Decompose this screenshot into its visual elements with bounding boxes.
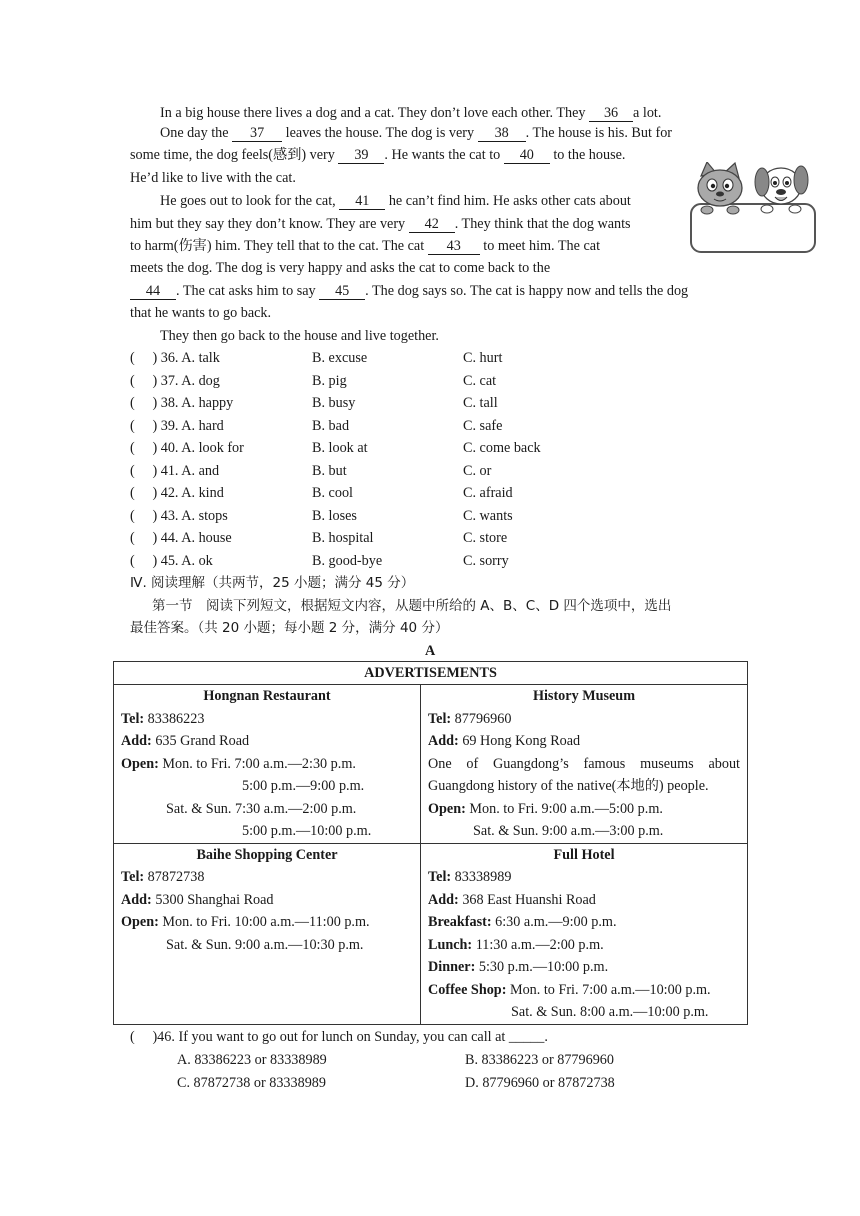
- ad-open: Sat. & Sun. 9:00 a.m.—3:00 p.m.: [473, 823, 664, 839]
- ad-address: [121, 889, 413, 912]
- value: 83338989: [451, 869, 512, 885]
- section-instructions: 最佳答案。（共 20 小题；每小题 2 分，满分 40 分）: [130, 620, 449, 636]
- question-46-option-a: A. 83386223 or 83338989: [177, 1052, 327, 1068]
- value: 6:30 a.m.—9:00 p.m.: [491, 914, 617, 930]
- passage-text: to the house.: [549, 147, 626, 163]
- option-c: C. or: [463, 463, 492, 479]
- value: Mon. to Fri. 7:00 a.m.—10:00 p.m.: [506, 981, 711, 998]
- option-a: ( ) 43. A. stops: [130, 508, 228, 524]
- blank-37: 37: [232, 125, 282, 142]
- label: Add:: [428, 733, 459, 749]
- baihe-shopping-center-cell: [114, 843, 421, 1024]
- option-b: B. pig: [312, 373, 347, 389]
- question-46-option-b: B. 83386223 or 87796960: [465, 1052, 614, 1068]
- option-a: ( ) 42. A. kind: [130, 485, 224, 501]
- label: Coffee Shop:: [428, 981, 507, 998]
- value: 87872738: [144, 869, 205, 885]
- advertisements-table: [113, 661, 748, 1025]
- passage-text: One day the: [160, 125, 233, 141]
- value: Mon. to Fri. 9:00 a.m.—5:00 p.m.: [465, 800, 663, 817]
- label: Open:: [428, 800, 466, 817]
- passage-text: he can’t find him. He asks other cats about: [385, 193, 631, 209]
- ad-description: Guangdong history of the native(本地的) people.: [428, 778, 709, 794]
- blank-42: 42: [409, 216, 455, 233]
- option-b: B. cool: [312, 485, 353, 501]
- option-b: B. busy: [312, 395, 356, 411]
- option-b: B. good-bye: [312, 553, 383, 569]
- passage-line: [130, 237, 600, 255]
- ad-title: Baihe Shopping Center: [196, 846, 338, 863]
- option-a: ( ) 41. A. and: [130, 463, 220, 479]
- ad-breakfast: [428, 911, 740, 934]
- value: 11:30 a.m.—2:00 p.m.: [472, 936, 604, 953]
- passage-text: to meet him. The cat: [479, 238, 601, 254]
- value: 368 East Huanshi Road: [458, 891, 596, 908]
- value: 5:30 p.m.—10:00 p.m.: [475, 959, 609, 975]
- option-b: B. excuse: [312, 350, 368, 366]
- ad-coffee-shop: [428, 979, 740, 1002]
- ad-open: Sat. & Sun. 7:30 a.m.—2:00 p.m.: [166, 800, 357, 817]
- cat-and-dog-illustration: [689, 162, 817, 254]
- blank-36: 36: [589, 105, 633, 122]
- passage-text: a lot.: [633, 105, 662, 121]
- passage-text: . They think that the dog wants: [454, 216, 631, 232]
- option-c: C. sorry: [463, 553, 509, 569]
- ad-address: [428, 730, 740, 753]
- ad-tel: [121, 708, 413, 731]
- option-b: B. loses: [312, 508, 357, 524]
- label: Lunch:: [428, 936, 473, 953]
- label: Add:: [428, 891, 459, 908]
- ad-title: Full Hotel: [553, 846, 615, 863]
- question-46-option-c: C. 87872738 or 83338989: [177, 1075, 326, 1091]
- option-a: ( ) 37. A. dog: [130, 373, 220, 389]
- value: Mon. to Fri. 10:00 a.m.—11:00 p.m.: [158, 914, 370, 930]
- ad-lunch: [428, 934, 740, 957]
- option-c: C. wants: [463, 508, 513, 524]
- option-a: ( ) 40. A. look for: [130, 440, 244, 456]
- ad-dinner: [428, 956, 740, 979]
- passage-line: [160, 104, 661, 122]
- ad-description: One of Guangdong’s famous museums about: [428, 755, 740, 772]
- blank-43: 43: [428, 238, 480, 255]
- passage-line: [130, 169, 296, 187]
- section-instructions: 第一节 阅读下列短文，根据短文内容，从题中所给的 A、B、C、D 四个选项中，选出: [152, 598, 672, 614]
- passage-text: leaves the house. The dog is very: [282, 125, 478, 141]
- label: Open:: [121, 755, 159, 772]
- option-a: ( ) 39. A. hard: [130, 418, 224, 434]
- label: Tel:: [428, 710, 452, 727]
- blank-38: 38: [478, 125, 526, 142]
- option-c: C. cat: [463, 373, 497, 389]
- label: Open:: [121, 914, 159, 930]
- blank-41: 41: [339, 193, 385, 210]
- section-heading: Ⅳ. 阅读理解（共两节，25 小题；满分 45 分）: [130, 575, 415, 591]
- passage-text: . The house is his. But for: [525, 125, 673, 141]
- blank-44: 44: [130, 283, 176, 300]
- ad-title: History Museum: [532, 688, 636, 704]
- value: 87796960: [451, 710, 512, 727]
- label: Tel:: [121, 710, 145, 727]
- option-a: ( ) 45. A. ok: [130, 553, 213, 569]
- passage-text: some time, the dog feels(感到) very: [130, 147, 339, 163]
- label: Add:: [121, 733, 152, 749]
- label: Dinner:: [428, 959, 476, 975]
- option-b: B. bad: [312, 418, 350, 434]
- question-46-stem: ( )46. If you want to go out for lunch on Sunday, you can call at _____.: [130, 1029, 548, 1045]
- option-c: C. afraid: [463, 485, 513, 501]
- ad-tel: [121, 866, 413, 889]
- option-c: C. hurt: [463, 350, 503, 366]
- option-b: B. hospital: [312, 530, 374, 546]
- label: Breakfast:: [428, 914, 492, 930]
- passage-text: . He wants the cat to: [384, 147, 504, 163]
- ad-title: Hongnan Restaurant: [203, 688, 331, 704]
- option-a: ( ) 44. A. house: [130, 530, 232, 546]
- passage-text: that he wants to go back.: [130, 305, 272, 321]
- ad-open: 5:00 p.m.—9:00 p.m.: [242, 778, 365, 794]
- passage-text: meets the dog. The dog is very happy and asks the cat to come back to the: [130, 260, 551, 276]
- part-label: A: [425, 643, 436, 659]
- option-b: B. but: [312, 463, 347, 479]
- label: Tel:: [428, 869, 452, 885]
- option-c: C. safe: [463, 418, 503, 434]
- history-museum-cell: [421, 685, 748, 844]
- ad-address: [121, 730, 413, 753]
- passage-text: him but they say they don’t know. They are very: [130, 216, 409, 232]
- option-c: C. store: [463, 530, 508, 546]
- passage-text: . The cat asks him to say: [176, 283, 320, 299]
- value: 5300 Shanghai Road: [151, 891, 274, 908]
- passage-line: [130, 304, 271, 322]
- ad-open: Sat. & Sun. 9:00 a.m.—10:30 p.m.: [166, 936, 364, 953]
- option-c: C. come back: [463, 440, 541, 456]
- ad-tel: [428, 708, 740, 731]
- option-c: C. tall: [463, 395, 498, 411]
- option-b: B. look at: [312, 440, 368, 456]
- ad-open: [121, 753, 413, 776]
- passage-line: [160, 192, 631, 210]
- value: 635 Grand Road: [151, 733, 250, 749]
- passage-text: . The dog says so. The cat is happy now and tells the dog: [365, 283, 689, 299]
- passage-line: [160, 124, 672, 142]
- label: Add:: [121, 891, 152, 908]
- table-header: ADVERTISEMENTS: [114, 662, 748, 685]
- passage-text: He goes out to look for the cat,: [160, 193, 340, 209]
- passage-line: [130, 282, 688, 300]
- ad-address: [428, 889, 740, 912]
- full-hotel-cell: [421, 843, 748, 1024]
- passage-text: to harm(伤害) him. They tell that to the cat. The cat: [130, 238, 428, 254]
- passage-text: They then go back to the house and live together.: [160, 328, 439, 344]
- hongnan-restaurant-cell: [114, 685, 421, 844]
- passage-text: He’d like to live with the cat.: [130, 170, 296, 186]
- ad-coffee-shop: Sat. & Sun. 8:00 a.m.—10:00 p.m.: [511, 1004, 709, 1020]
- ad-open: 5:00 p.m.—10:00 p.m.: [242, 823, 372, 839]
- cat-icon: [698, 162, 742, 214]
- value: 83386223: [144, 710, 205, 727]
- ad-open: [121, 911, 413, 934]
- ad-tel: [428, 866, 740, 889]
- passage-line: [130, 259, 550, 277]
- passage-text: In a big house there lives a dog and a cat. They don’t love each other. They: [160, 105, 590, 121]
- blank-40: 40: [504, 147, 550, 164]
- ad-open: [428, 798, 740, 821]
- passage-line: [130, 146, 625, 164]
- option-a: ( ) 38. A. happy: [130, 395, 234, 411]
- label: Tel:: [121, 869, 145, 885]
- blank-39: 39: [338, 147, 384, 164]
- blank-45: 45: [319, 283, 365, 300]
- value: Mon. to Fri. 7:00 a.m.—2:30 p.m.: [158, 755, 356, 772]
- question-46-option-d: D. 87796960 or 87872738: [465, 1075, 615, 1091]
- passage-line: [160, 327, 439, 345]
- value: 69 Hong Kong Road: [458, 733, 581, 749]
- passage-line: [130, 215, 631, 233]
- option-a: ( ) 36. A. talk: [130, 350, 220, 366]
